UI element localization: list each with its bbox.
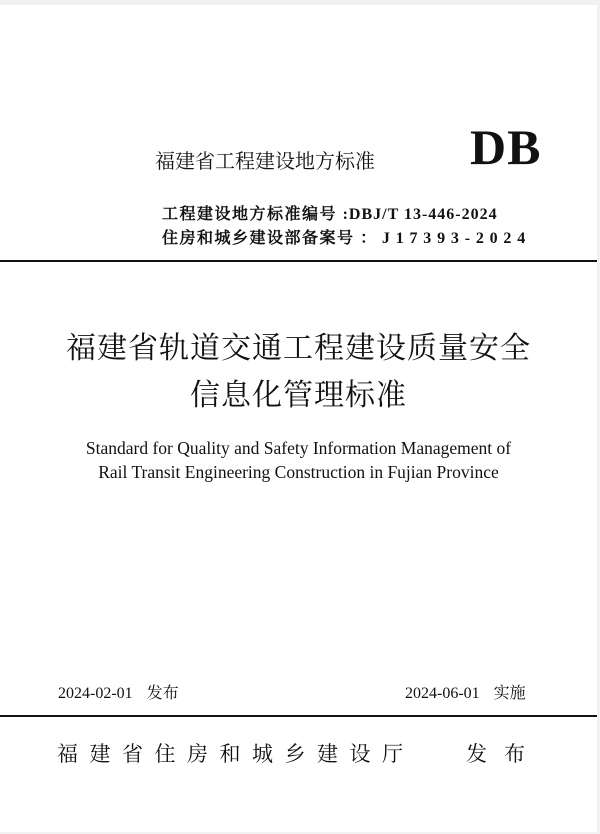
implement-date-row bbox=[405, 680, 526, 703]
publish-date: 2024-02-01 bbox=[58, 685, 133, 702]
publish-date-row bbox=[58, 680, 179, 703]
title-en-line2: Rail Transit Engineering Construction in Fujian Province bbox=[98, 462, 499, 482]
local-standard-value: :DBJ/T 13-446-2024 bbox=[342, 206, 498, 223]
local-standard-label: 工程建设地方标准编号 bbox=[162, 204, 338, 223]
filing-number bbox=[162, 225, 531, 248]
issue-word: 发布 bbox=[466, 742, 542, 766]
filing-value: ：J17393-2024 bbox=[360, 230, 532, 247]
implement-word: 实施 bbox=[493, 683, 526, 702]
bottom-divider bbox=[0, 715, 597, 717]
local-standard-number bbox=[162, 201, 498, 224]
filing-label: 住房和城乡建设部备案号 bbox=[162, 228, 355, 247]
publish-word: 发布 bbox=[146, 683, 179, 702]
title-en-line1: Standard for Quality and Safety Information Management of bbox=[85, 438, 512, 458]
document-page bbox=[0, 5, 597, 832]
title-cn-line2: 信息化管理标准 bbox=[190, 378, 407, 413]
top-divider bbox=[0, 260, 597, 262]
implement-date: 2024-06-01 bbox=[405, 685, 480, 702]
standard-type: 福建省工程建设地方标准 bbox=[155, 149, 375, 173]
title-cn-line1: 福建省轨道交通工程建设质量安全 bbox=[66, 331, 531, 366]
db-mark: DB bbox=[470, 119, 542, 175]
issuer: 福建省住房和城乡建设厅 bbox=[57, 742, 415, 766]
